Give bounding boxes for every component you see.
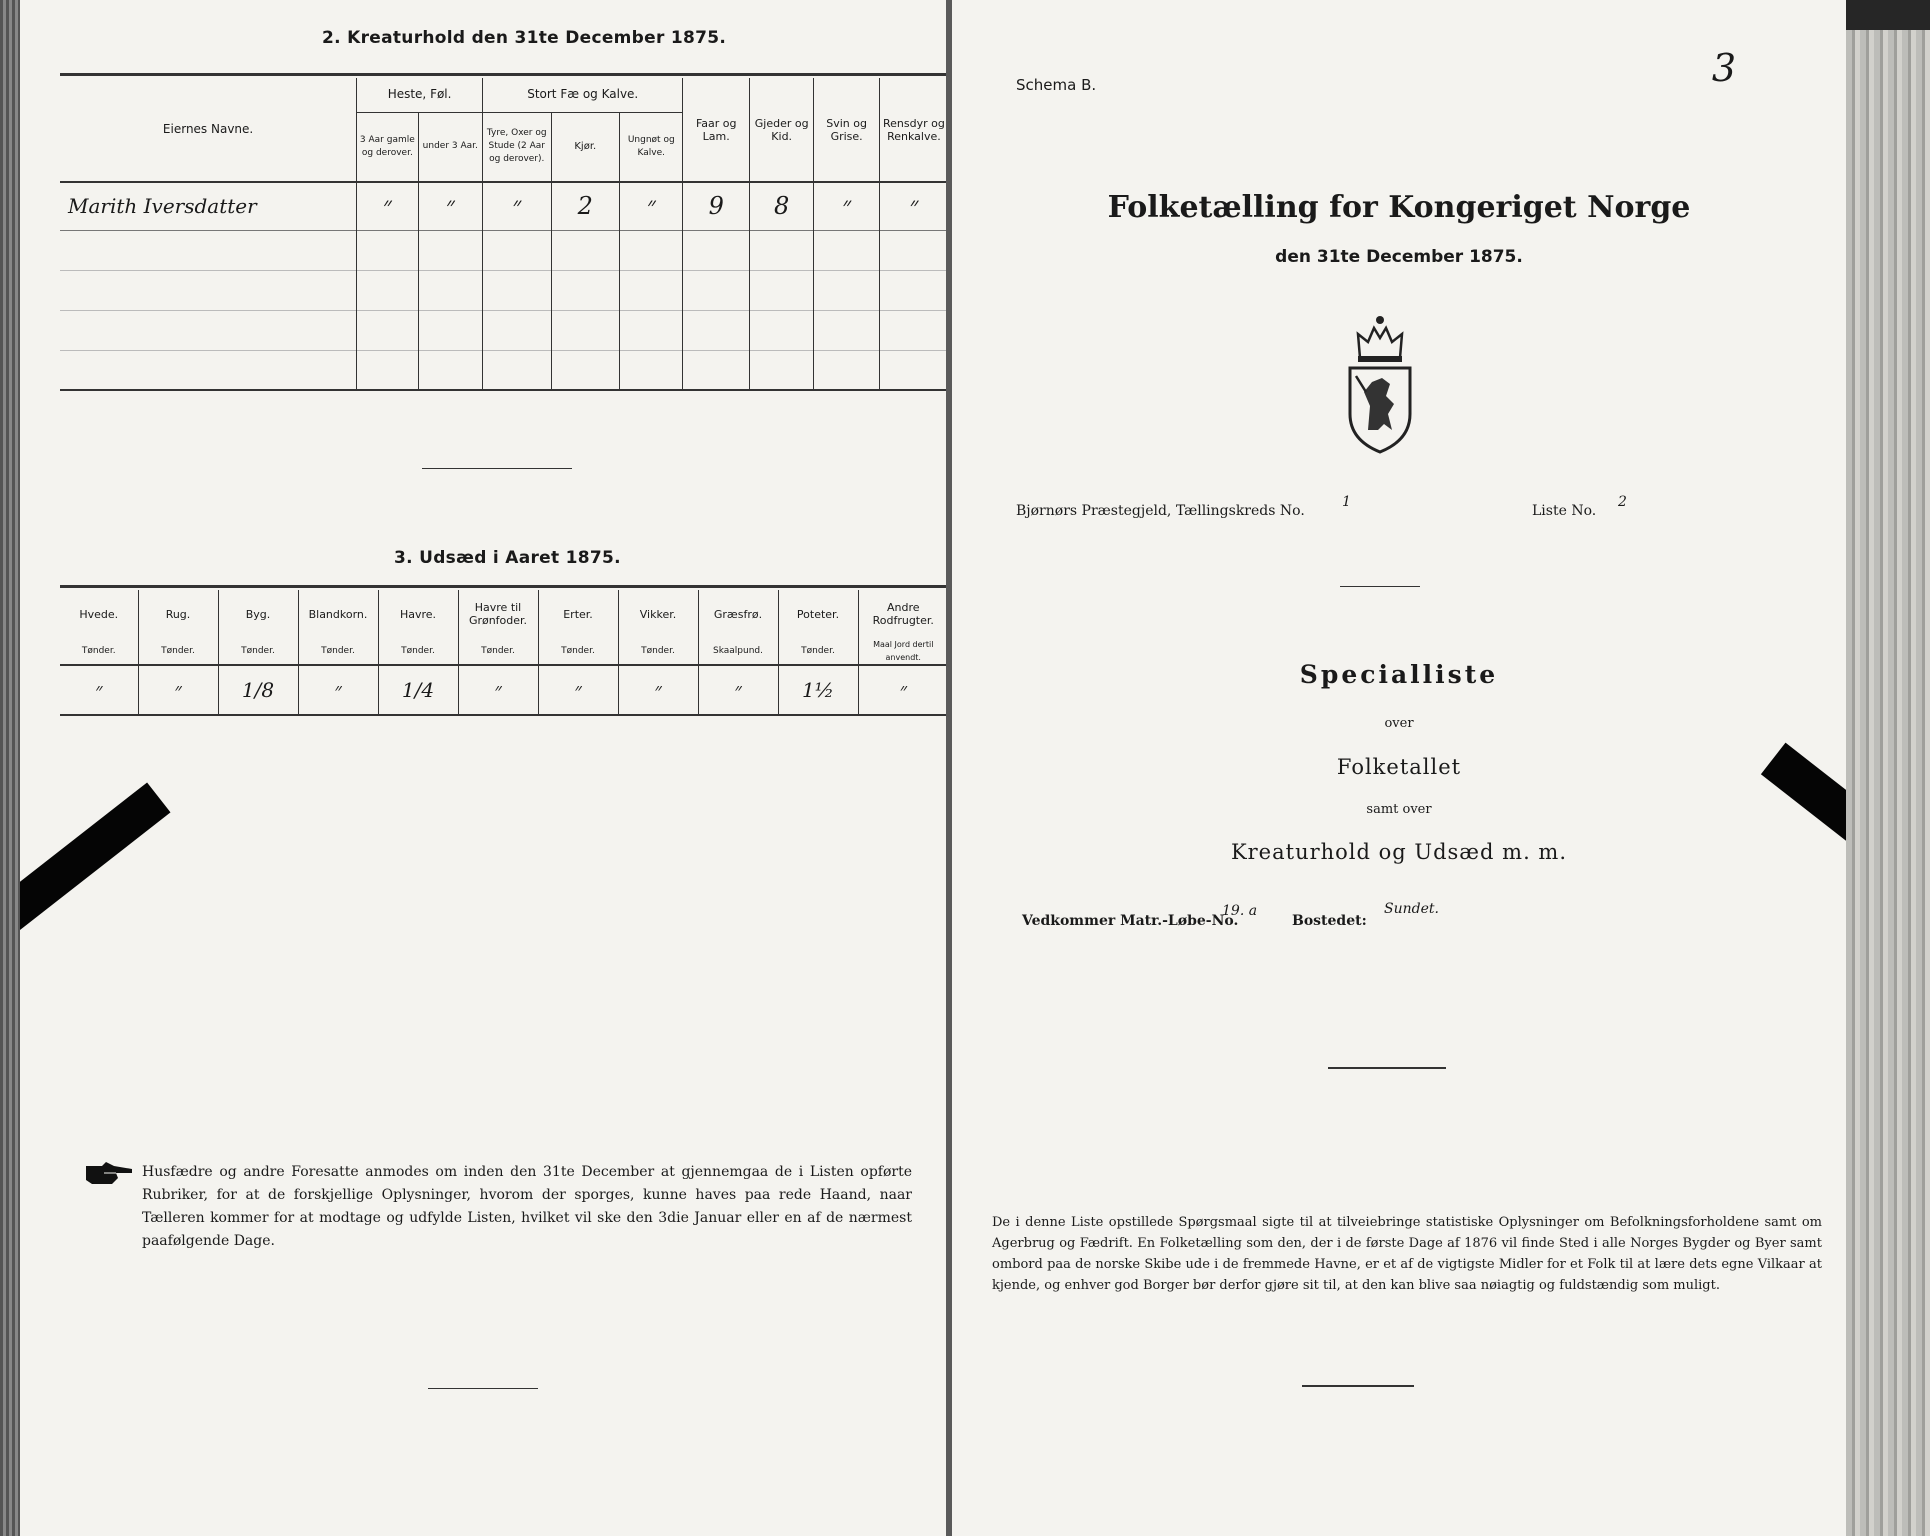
- seed-section-title: 3. Udsæd i Aaret 1875.: [394, 548, 621, 568]
- matr-number: 19. a: [1222, 903, 1258, 919]
- pointing-hand-icon: [84, 1160, 134, 1186]
- owner-name-cell: Marith Iversdatter: [60, 182, 357, 230]
- livestock-section-title: 2. Kreaturhold den 31te December 1875.: [322, 28, 727, 48]
- horses-under3-header: under 3 Aar.: [418, 112, 482, 182]
- seed-crop-header: Græsfrø.: [698, 590, 778, 638]
- owner-name-header: Eiernes Navne.: [60, 78, 357, 182]
- census-date: den 31te December 1875.: [1275, 247, 1523, 267]
- seed-crop-header: Poteter.: [778, 590, 858, 638]
- census-title: Folketælling for Kongeriget Norge: [1107, 190, 1691, 225]
- separator-rule: [1340, 586, 1420, 587]
- pigs-header: Svin og Grise.: [814, 78, 879, 182]
- bulls-cell: ״: [482, 182, 551, 230]
- seed-crop-header: Hvede.: [60, 590, 138, 638]
- horses-under3-cell: ״: [418, 182, 482, 230]
- separator-rule: [422, 468, 572, 469]
- seed-value-cell: ״: [858, 665, 948, 715]
- seed-unit-header: Maal Jord dertil anvendt.: [858, 638, 948, 665]
- stacked-page-edges: [1846, 30, 1930, 1536]
- folio-number: 3: [1711, 46, 1736, 90]
- livestock-table: [60, 78, 948, 391]
- horses-3plus-cell: ״: [357, 182, 418, 230]
- seed-value-cell: ״: [538, 665, 618, 715]
- schema-label: Schema B.: [1016, 76, 1097, 94]
- seed-value-cell: 1½: [778, 665, 858, 715]
- seed-value-cell: ״: [60, 665, 138, 715]
- sheep-header: Faar og Lam.: [683, 78, 749, 182]
- bosted-label: Bostedet:: [1292, 913, 1367, 929]
- reindeer-cell: ״: [879, 182, 948, 230]
- seed-value-cell: ״: [458, 665, 538, 715]
- goats-cell: 8: [749, 182, 813, 230]
- cows-cell: 2: [551, 182, 620, 230]
- explanation-paragraph: De i denne Liste opstillede Spørgsmaal sigte til at tilveiebringe statistiske Oplysninger om Befolkningsforholdene samt om Agerbrug og Fædrift. En Folketælling som den, der i de første Dage af 1876 vil finde Sted i alle Norges Bygder og Byer samt ombord paa de norske Skibe ude i de fremmede Havne, er et af de vigtigste Midler for et Folk til at lære dets egne Vilkaar at kjende, og enhver god Borger bør derfor gjøre sit til, at den kan blive saa nøiagtig og fuldstændig som muligt.: [992, 1215, 1822, 1293]
- norway-coat-of-arms-icon: [1344, 312, 1416, 454]
- seed-value-cell: ״: [138, 665, 218, 715]
- goats-header: Gjeder og Kid.: [749, 78, 813, 182]
- seed-table: [60, 590, 948, 716]
- young-cattle-cell: ״: [620, 182, 683, 230]
- seed-value-cell: ״: [698, 665, 778, 715]
- seed-value-cell: ״: [298, 665, 378, 715]
- seed-crop-header: Havre.: [378, 590, 458, 638]
- notice-text: Husfædre og andre Foresatte anmodes om inden den 31te December at gjennemgaa de i Listen opførte Rubriker, for at de forskjellige Oplysninger, hvorom der sporges, kunne haves paa rede Haand, naar Tælleren kommer for at modtage og udfylde Listen, hvilket vil ske den 3die Januar eller en af de nærmest paafølgende Dage.: [142, 1164, 912, 1249]
- seed-value-cell: 1/4: [378, 665, 458, 715]
- cows-header: Kjør.: [551, 112, 620, 182]
- right-page: [952, 0, 1846, 1536]
- table-row: [60, 182, 948, 230]
- seed-unit-header: Tønder.: [378, 638, 458, 665]
- bulls-header: Tyre, Oxer og Stude (2 Aar og derover).: [482, 112, 551, 182]
- cattle-header: Stort Fæ og Kalve.: [482, 78, 682, 112]
- young-cattle-header: Ungnøt og Kalve.: [620, 112, 683, 182]
- folketallet-text: Folketallet: [1336, 755, 1462, 779]
- specialliste-heading: Specialliste: [1299, 660, 1499, 689]
- seed-unit-header: Tønder.: [218, 638, 298, 665]
- reindeer-header: Rensdyr og Renkalve.: [879, 78, 948, 182]
- page-holder-left: [20, 782, 170, 935]
- samt-over-text: samt over: [1366, 802, 1432, 817]
- table-row: [60, 665, 948, 715]
- list-number: 2: [1618, 494, 1627, 510]
- seed-crop-header: Vikker.: [618, 590, 698, 638]
- seed-crop-header: Havre til Grønfoder.: [458, 590, 538, 638]
- seed-top-rule: [60, 585, 948, 588]
- pigs-cell: ״: [814, 182, 879, 230]
- parish-label: Bjørnørs Præstegjeld, Tællingskreds No.: [1016, 503, 1305, 519]
- separator-rule: [1328, 1067, 1446, 1069]
- district-number: 1: [1342, 494, 1351, 510]
- seed-unit-header: Tønder.: [618, 638, 698, 665]
- seed-unit-header: Tønder.: [778, 638, 858, 665]
- seed-unit-header: Tønder.: [60, 638, 138, 665]
- seed-unit-header: Skaalpund.: [698, 638, 778, 665]
- seed-unit-header: Tønder.: [538, 638, 618, 665]
- top-rule: [60, 73, 948, 76]
- seed-value-cell: ״: [618, 665, 698, 715]
- horses-header: Heste, Føl.: [357, 78, 483, 112]
- seed-crop-header: Blandkorn.: [298, 590, 378, 638]
- bottom-rule: [1302, 1385, 1414, 1387]
- seed-crop-header: Andre Rodfrugter.: [858, 590, 948, 638]
- bottom-ornament-rule: [428, 1388, 538, 1389]
- seed-crop-header: Byg.: [218, 590, 298, 638]
- seed-crop-header: Erter.: [538, 590, 618, 638]
- seed-unit-header: Tønder.: [298, 638, 378, 665]
- left-page: [20, 0, 948, 1536]
- sheep-cell: 9: [683, 182, 749, 230]
- seed-crop-header: Rug.: [138, 590, 218, 638]
- seed-value-cell: 1/8: [218, 665, 298, 715]
- kreaturhold-text: Kreaturhold og Udsæd m. m.: [1230, 840, 1568, 864]
- seed-unit-header: Tønder.: [458, 638, 538, 665]
- list-label: Liste No.: [1532, 503, 1597, 519]
- seed-unit-header: Tønder.: [138, 638, 218, 665]
- book-spine-left: [0, 0, 20, 1536]
- matr-label: Vedkommer Matr.-Løbe-No.: [1022, 913, 1239, 929]
- over-text: over: [1384, 716, 1414, 731]
- horses-3plus-header: 3 Aar gamle og derover.: [357, 112, 418, 182]
- bosted-value: Sundet.: [1384, 901, 1439, 917]
